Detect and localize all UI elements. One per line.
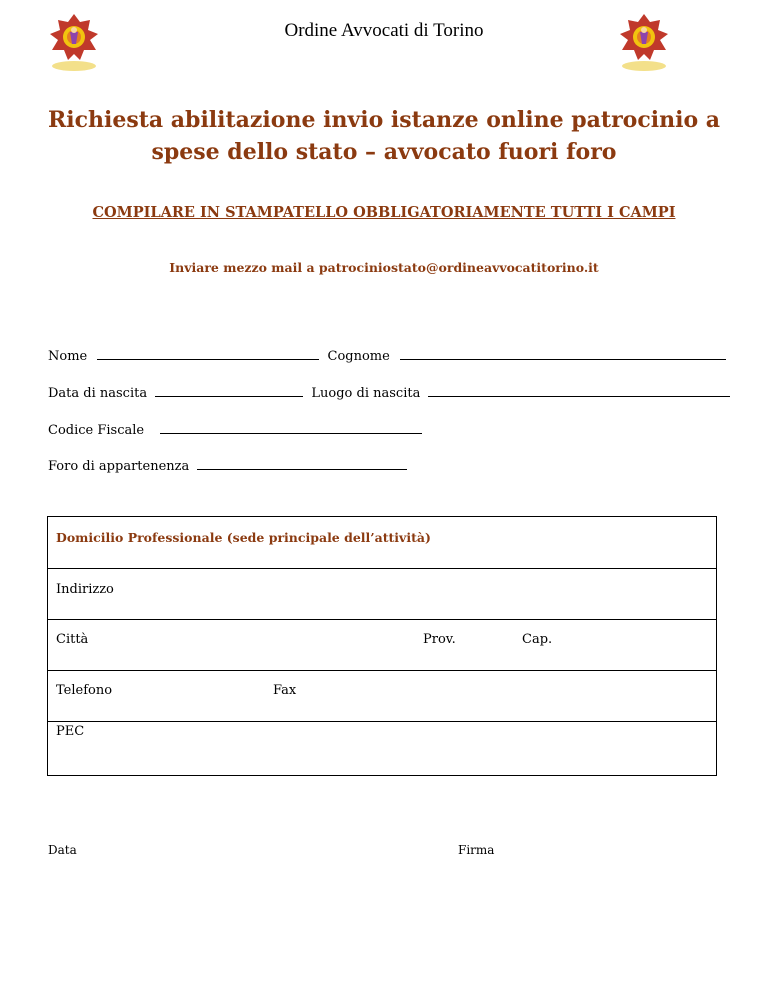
codice-fiscale-field[interactable] bbox=[160, 421, 422, 434]
nome-field[interactable] bbox=[97, 347, 319, 360]
telefono-label: Telefono bbox=[56, 683, 113, 698]
codice-fiscale-row bbox=[48, 421, 422, 438]
prov-label: Prov. bbox=[423, 632, 456, 647]
pec-label: PEC bbox=[56, 724, 85, 739]
domicilio-header-row bbox=[48, 517, 716, 569]
luogo-nascita-label: Luogo di nascita bbox=[311, 386, 421, 401]
organization-name: Ordine Avvocati di Torino bbox=[284, 20, 484, 41]
indirizzo-label: Indirizzo bbox=[56, 582, 114, 597]
foro-field[interactable] bbox=[197, 457, 407, 470]
birth-row bbox=[48, 384, 730, 401]
pec-row[interactable] bbox=[48, 722, 716, 775]
cap-label: Cap. bbox=[522, 632, 553, 647]
cognome-field[interactable] bbox=[400, 347, 726, 360]
indirizzo-row[interactable] bbox=[48, 569, 716, 620]
foro-row bbox=[48, 457, 407, 474]
data-nascita-field[interactable] bbox=[155, 384, 303, 397]
citta-row[interactable] bbox=[48, 620, 716, 671]
domicilio-header: Domicilio Professionale (sede principale dell’attività) bbox=[56, 530, 431, 545]
codice-fiscale-label: Codice Fiscale bbox=[48, 423, 145, 438]
telefono-row[interactable] bbox=[48, 671, 716, 722]
cognome-label: Cognome bbox=[327, 349, 390, 364]
foro-label: Foro di appartenenza bbox=[48, 459, 190, 474]
page-title bbox=[40, 104, 728, 168]
data-nascita-label: Data di nascita bbox=[48, 386, 148, 401]
page-title-line-1: Richiesta abilitazione invio istanze online patrocinio a bbox=[47, 107, 721, 133]
domicilio-table bbox=[47, 516, 717, 776]
email-instruction: Inviare mezzo mail a patrociniostato@ordineavvocatitorino.it bbox=[169, 260, 599, 275]
page-title-line-2: spese dello stato – avvocato fuori foro bbox=[151, 139, 617, 165]
luogo-nascita-field[interactable] bbox=[428, 384, 730, 397]
firma-signature-label: Firma bbox=[458, 843, 495, 857]
data-signature-label: Data bbox=[48, 843, 77, 857]
citta-label: Città bbox=[56, 632, 89, 647]
name-row bbox=[48, 347, 726, 364]
fax-label: Fax bbox=[273, 683, 297, 698]
nome-label: Nome bbox=[48, 349, 88, 364]
fill-instruction: COMPILARE IN STAMPATELLO OBBLIGATORIAMENTE TUTTI I CAMPI bbox=[92, 204, 676, 221]
